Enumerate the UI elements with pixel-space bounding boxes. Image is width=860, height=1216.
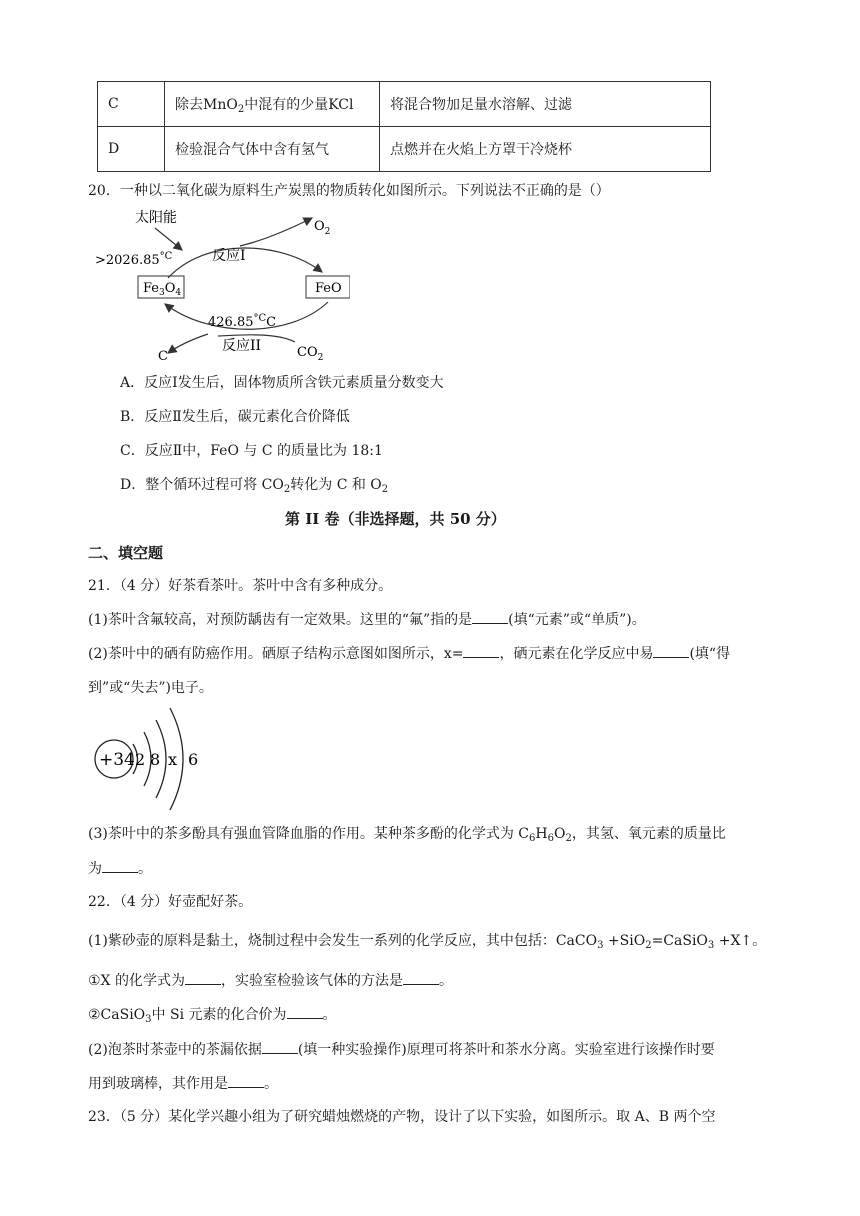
q22-part2-cont: 用到玻璃棒，其作用是 。 (88, 1076, 278, 1092)
q21-part3: (3)茶叶中的茶多酚具有强血管降血脂的作用。某种茶多酚的化学式为 $C_6H_6O_2$，其氢、氧元素的质量比 (88, 826, 726, 844)
answer-blank (472, 611, 508, 624)
q20-stem: 20．一种以二氧化碳为原料生产炭黑的物质转化如图所示。下列说法不正确的是（） (88, 183, 610, 199)
c-arrow (168, 334, 208, 353)
o2-label: $O_2$ (314, 219, 331, 237)
c-label: C (158, 349, 168, 364)
nucleus-label: +34 (99, 750, 135, 770)
q21-stem: 21．（4 分）好茶看茶叶。茶叶中含有多种成分。 (88, 578, 393, 594)
q20-option-d: D．整个循环过程可将 $CO_2$转化为 C 和 $O_2$ (120, 477, 389, 495)
answer-blank (403, 972, 439, 985)
answer-blank (185, 972, 221, 985)
q21-part1: (1)茶叶含氟较高，对预防龋齿有一定效果。这里的“氟”指的是 (填“元素”或“单质”)。 (88, 612, 646, 628)
answer-blank (102, 860, 138, 873)
solar-energy-label: 太阳能 (135, 210, 177, 226)
q22-stem: 22．（4 分）好壶配好茶。 (88, 894, 253, 910)
co2-label: $CO_2$ (297, 345, 324, 363)
shell-3-count: x (168, 750, 178, 769)
row-method: 将混合物加足量水溶解、过滤 (380, 82, 711, 127)
q21-part3-cont: 为 。 (88, 861, 152, 877)
q22-part1-b: ②CaSiO$_3$中 Si 元素的化合价为 。 (88, 1007, 337, 1025)
fe3o4-label: $Fe_3O_4$ (143, 281, 182, 298)
fe-cycle-diagram (90, 200, 350, 370)
part2-title: 第 II 卷（非选择题，共 50 分） (285, 510, 506, 528)
low-temp-label: $426.85^{^\circ C}C$ (208, 313, 277, 330)
reaction2-label: 反应II (222, 338, 262, 354)
q20-option-b: B．反应Ⅱ发生后，碳元素化合价降低 (120, 409, 350, 425)
row-letter: C (98, 82, 165, 127)
q21-part2: (2)茶叶中的硒有防癌作用。硒原子结构示意图如图所示，x= ，硒元素在化学反应中易 (填“得 (88, 646, 731, 662)
options-table (97, 81, 711, 172)
answer-blank (228, 1075, 264, 1088)
answer-blank (463, 645, 499, 658)
q20-option-c: C．反应Ⅱ中，FeO 与 C 的质量比为 18:1 (120, 443, 383, 459)
q21-part2-cont: 到”或“失去”)电子。 (88, 680, 213, 696)
answer-blank (653, 645, 689, 658)
q22-part1: (1)紫砂壶的原料是黏土，烧制过程中会发生一系列的化学反应，其中包括：CaCO$_3$ +SiO$_2$=CaSiO$_3$ +X↑。 (88, 933, 767, 951)
answer-blank (287, 1006, 323, 1019)
solar-arrow (155, 228, 182, 250)
o2-arrow (240, 218, 312, 246)
q22-part2: (2)泡茶时茶壶中的茶漏依据 (填一种实验操作)原理可将茶叶和茶水分离。实验室进行该操作时要 (88, 1042, 715, 1058)
row-purpose: 除去MnO$_2$中混有的少量KCl (165, 82, 380, 127)
q23-stem: 23．（5 分）某化学兴趣小组为了研究蜡烛燃烧的产物，设计了以下实验，如图所示。取 A、B 两个空 (88, 1109, 716, 1125)
high-temp-label: $>2026.85^{^\circ C}$ (95, 251, 173, 268)
selenium-atom-diagram (92, 702, 212, 816)
table-row (98, 127, 711, 172)
row-letter: D (98, 127, 165, 172)
section-title: 二、填空题 (88, 544, 164, 562)
feo-label: FeO (315, 281, 342, 296)
table-row (98, 82, 711, 127)
reaction1-label: 反应I (212, 248, 246, 264)
shell-2-count: 8 (150, 750, 161, 769)
q20-option-a: A．反应Ⅰ发生后，固体物质所含铁元素质量分数变大 (120, 375, 444, 391)
shell-4-count: 6 (188, 750, 199, 769)
q22-part1-a: ①X 的化学式为 ，实验室检验该气体的方法是 。 (88, 973, 453, 989)
shell-1-count: 2 (135, 750, 146, 769)
answer-blank (262, 1041, 298, 1054)
row-method: 点燃并在火焰上方罩干冷烧杯 (380, 127, 711, 172)
row-purpose: 检验混合气体中含有氢气 (165, 127, 380, 172)
